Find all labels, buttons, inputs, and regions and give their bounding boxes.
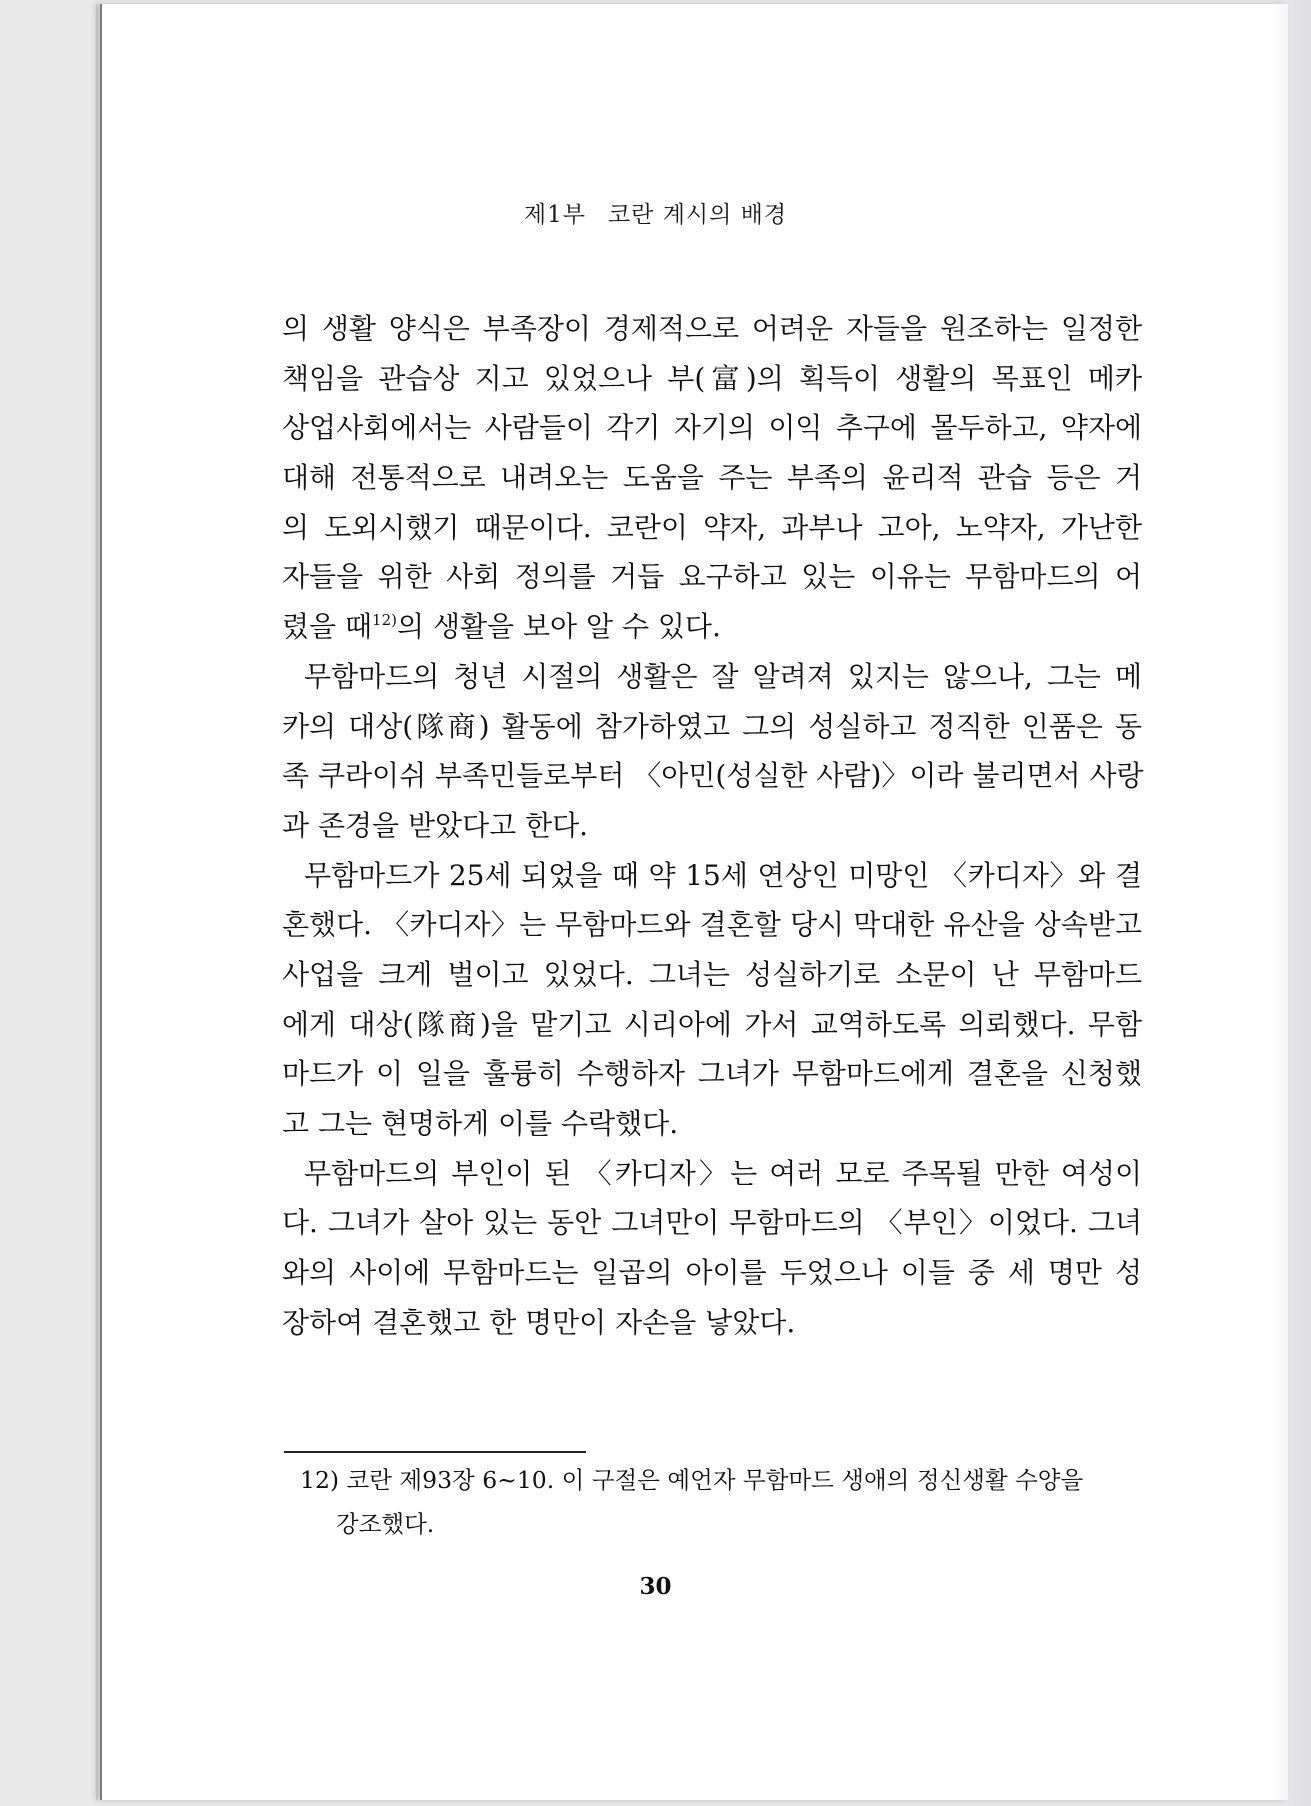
page-number: 30 [639,1573,672,1600]
text-line: 무함마드의 부인이 된 〈카디자〉는 여러 모로 주목될 만한 여성이 [304,1156,1142,1190]
footnote-rule [284,1451,586,1453]
text-line: 에게 대상(隊商)을 맡기고 시리아에 가서 교역하도록 의뢰했다. 무함 [282,1007,1142,1041]
text-line: 의 생활 양식은 부족장이 경제적으로 어려운 자들을 원조하는 일정한 [282,312,1142,345]
text-line: 과 존경을 받았다고 한다. [282,808,589,842]
running-head-title: 코란 계시의 배경 [607,202,788,228]
text-line: 의 도외시했기 때문이다. 코란이 약자, 과부나 고아, 노약자, 가난한 [282,510,1142,544]
text-line: 혼했다. 〈카디자〉는 무함마드와 결혼할 당시 막대한 유산을 상속받고 [282,908,1142,942]
text-line [282,602,1142,652]
page-shadow [1271,0,1311,1806]
running-head [0,196,1311,229]
text-line: 족 쿠라이쉬 부족민들로부터 〈아민(성실한 사람)〉이라 불리면서 사랑 [282,759,1144,793]
text-line: 와의 사이에 무함마드는 일곱의 아이를 두었으나 이들 중 세 명만 성 [282,1256,1142,1290]
text-segment: 의 생활을 보아 알 수 있다. [397,610,721,644]
text-line: 무함마드의 청년 시절의 생활은 잘 알려져 있지는 않으나, 그는 메 [304,659,1142,693]
footnote-line: 강조했다. [336,1510,435,1538]
text-line: 무함마드가 25세 되었을 때 약 15세 연상인 미망인 〈카디자〉와 결 [304,858,1142,892]
text-line: 고 그는 현명하게 이를 수락했다. [282,1107,679,1140]
text-line: 카의 대상(隊商) 활동에 참가하였고 그의 성실하고 정직한 인품은 동 [282,709,1142,743]
text-line: 대해 전통적으로 내려오는 도움을 주는 부족의 윤리적 관습 등은 거 [282,461,1142,495]
text-line: 책임을 관습상 지고 있었으나 부(富)의 획득이 생활의 목표인 메카 [282,361,1142,395]
footnote-reference[interactable]: 12) [372,611,397,630]
text-line: 다. 그녀가 살아 있는 동안 그녀만이 무함마드의 〈부인〉이었다. 그녀 [282,1206,1142,1240]
text-line: 장하여 결혼했고 한 명만이 자손을 낳았다. [282,1305,796,1339]
body-text [282,304,1142,1347]
footnote-line: 12) 코란 제93장 6~10. 이 구절은 예언자 무함마드 생애의 정신생활 수양을 [300,1466,1084,1494]
text-line: 자들을 위한 사회 정의를 거듭 요구하고 있는 이유는 무함마드의 어 [282,560,1142,594]
footnote [300,1458,1146,1546]
running-head-part: 제1부 [523,202,586,228]
text-line: 사업을 크게 벌이고 있었다. 그녀는 성실하기로 소문이 난 무함마드 [282,957,1142,991]
text-line: 마드가 이 일을 훌륭히 수행하자 그녀가 무함마드에게 결혼을 신청했 [282,1057,1142,1091]
text-line: 상업사회에서는 사람들이 각기 자기의 이익 추구에 몰두하고, 약자에 [282,411,1142,445]
text-segment: 렸을 때 [282,610,373,644]
